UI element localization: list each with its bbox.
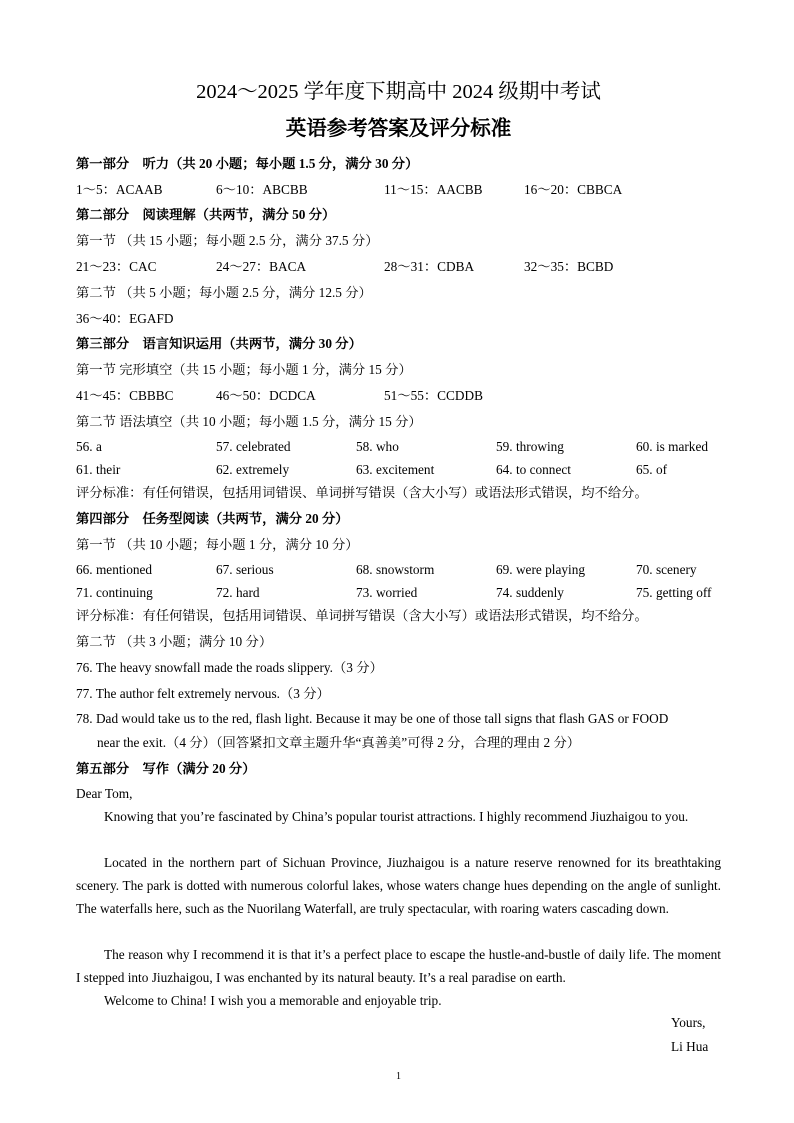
answer-group: 16～20：CBBCA — [524, 182, 623, 197]
answer-item: 66. mentioned — [76, 562, 153, 577]
answer-item: 67. serious — [216, 562, 274, 577]
answer-group: 46～50：DCDCA — [216, 388, 316, 403]
part3-section1-heading: 第一节 完形填空（共 15 小题；每小题 1 分，满分 15 分） — [76, 362, 412, 377]
answer-group: 1～5：ACAAB — [76, 182, 163, 197]
letter-paragraph-1: Knowing that you’re fascinated by China’s popular tourist attractions. I highly recommend Jiuzhaigou to you. — [104, 809, 689, 824]
part2-section2-heading: 第二节 （共 5 小题；每小题 2.5 分，满分 12.5 分） — [76, 285, 372, 300]
letter-closing: Yours, — [671, 1015, 706, 1030]
answer-item: 74. suddenly — [496, 585, 564, 600]
answer-78 — [76, 707, 721, 755]
answer-group: 32～35：BCBD — [524, 259, 614, 274]
answer-group: 11～15：AACBB — [384, 182, 483, 197]
answer-item: 70. scenery — [636, 562, 697, 577]
answer-item: 65. of — [636, 462, 668, 477]
answer-78-line2: near the exit.（4 分）（回答紧扣文章主题升华“真善美”可得 2 分，合理的理由 2 分） — [97, 735, 581, 750]
answer-78-line1: 78. Dad would take us to the red, flash light. Because it may be one of those tall signs that flash GAS or FOOD — [76, 711, 669, 726]
letter-paragraph-2: Located in the northern part of Sichuan Province, Jiuzhaigou is a nature reserve renowned for its breathtaking scenery. The park is dotted with numerous colorful lakes, whose waters change hues depending on the angle of sunlight. The waterfalls here, such as the Nuorilang Waterfall, are truly spectacular, with roaring waters cascading down. — [76, 855, 721, 917]
answer-item: 61. their — [76, 462, 121, 477]
answer-group: 28～31：CDBA — [384, 259, 475, 274]
answer-item: 68. snowstorm — [356, 562, 435, 577]
answer-item: 64. to connect — [496, 462, 571, 477]
answer-item: 71. continuing — [76, 585, 153, 600]
answer-group: 41～45：CBBBC — [76, 388, 174, 403]
answer-item: 57. celebrated — [216, 439, 291, 454]
part2-heading: 第二部分 阅读理解（共两节，满分 50 分） — [76, 207, 336, 222]
answer-item: 59. throwing — [496, 439, 564, 454]
answer-group: 21～23：CAC — [76, 259, 157, 274]
exam-title: 2024～2025 学年度下期高中 2024 级期中考试 — [196, 81, 601, 103]
answer-group: 51～55：CCDDB — [384, 388, 483, 403]
answer-item: 73. worried — [356, 585, 418, 600]
part1-heading: 第一部分 听力（共 20 小题；每小题 1.5 分，满分 30 分） — [76, 156, 419, 171]
letter-signature: Li Hua — [671, 1039, 709, 1054]
page-number: 1 — [396, 1071, 401, 1082]
part3-heading: 第三部分 语言知识运用（共两节，满分 30 分） — [76, 336, 362, 351]
part2-section2-answer: 36～40：EGAFD — [76, 311, 174, 326]
answer-item: 60. is marked — [636, 439, 709, 454]
document-subtitle: 英语参考答案及评分标准 — [285, 118, 512, 140]
answer-item: 72. hard — [216, 585, 260, 600]
part5-heading: 第五部分 写作（满分 20 分） — [76, 761, 256, 776]
letter-paragraph-4: Welcome to China! I wish you a memorable and enjoyable trip. — [104, 993, 442, 1008]
letter-salutation: Dear Tom, — [76, 786, 133, 801]
part3-section2-heading: 第二节 语法填空（共 10 小题；每小题 1.5 分，满分 15 分） — [76, 414, 422, 429]
answer-group: 24～27：BACA — [216, 259, 307, 274]
part4-section2-heading: 第二节 （共 3 小题；满分 10 分） — [76, 634, 273, 649]
answer-item: 63. excitement — [356, 462, 435, 477]
answer-item: 75. getting off — [636, 585, 712, 600]
answer-item: 58. who — [356, 439, 399, 454]
answer-item: 56. a — [76, 439, 102, 454]
answer-item: 62. extremely — [216, 462, 290, 477]
part2-section1-heading: 第一节 （共 15 小题；每小题 2.5 分，满分 37.5 分） — [76, 233, 379, 248]
part4-criteria: 评分标准：有任何错误，包括用词错误、单词拼写错误（含大小写）或语法形式错误，均不给分。 — [76, 608, 648, 623]
answer-77: 77. The author felt extremely nervous.（3 分） — [76, 686, 330, 701]
answer-76: 76. The heavy snowfall made the roads slippery.（3 分） — [76, 660, 383, 675]
part3-criteria: 评分标准：有任何错误，包括用词错误、单词拼写错误（含大小写）或语法形式错误，均不给分。 — [76, 485, 648, 500]
part4-section1-heading: 第一节 （共 10 小题；每小题 1 分，满分 10 分） — [76, 537, 359, 552]
letter-paragraph-3: The reason why I recommend it is that it’s a perfect place to escape the hustle-and-bustle of daily life. The moment I stepped into Jiuzhaigou, I was enchanted by its natural beauty. It’s a real paradise on earth. — [76, 947, 721, 986]
answer-item: 69. were playing — [496, 562, 585, 577]
part4-heading: 第四部分 任务型阅读（共两节，满分 20 分） — [76, 511, 349, 526]
answer-group: 6～10：ABCBB — [216, 182, 308, 197]
